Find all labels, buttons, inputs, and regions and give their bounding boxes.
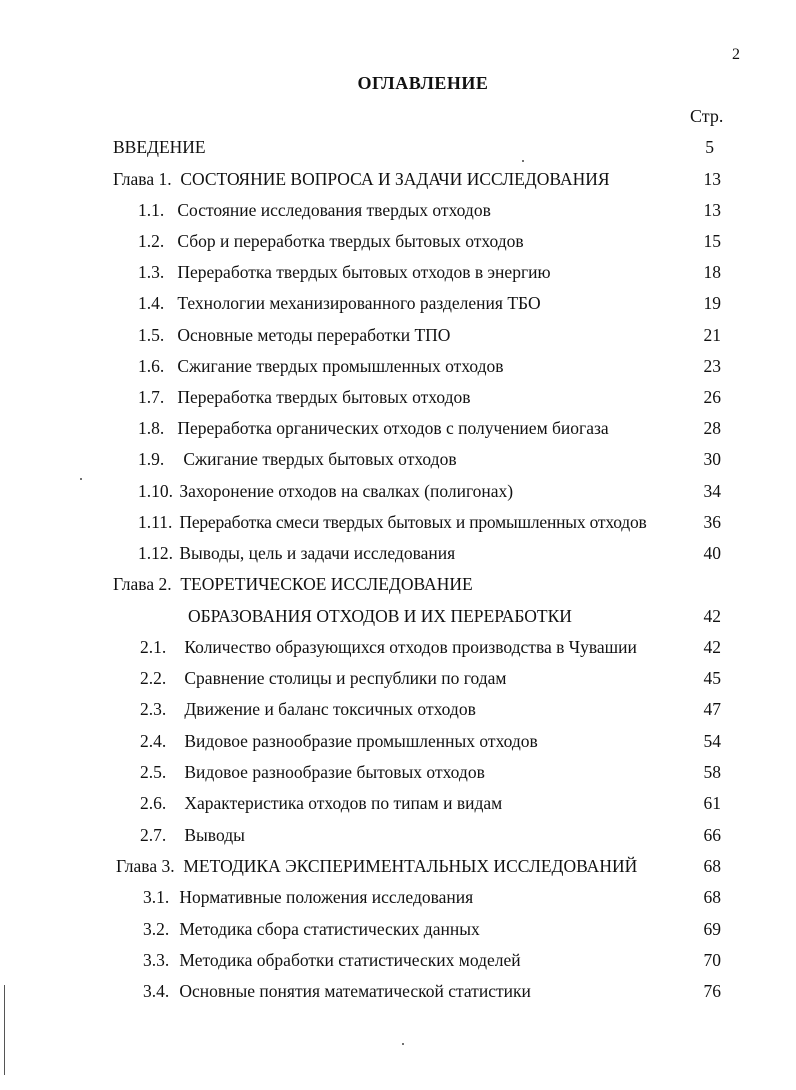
toc-entry-1-11 bbox=[138, 509, 647, 535]
toc-entry-label: Состояние исследования твердых отходов bbox=[177, 200, 491, 220]
toc-entry-chapter-1 bbox=[113, 166, 610, 192]
toc-entry-2-3 bbox=[140, 696, 476, 722]
toc-entry-number: 2.2. bbox=[140, 668, 167, 688]
toc-entry-3-4 bbox=[143, 978, 531, 1004]
toc-entry-label: Выводы, цель и задачи исследования bbox=[179, 543, 456, 563]
toc-entry-1-8 bbox=[138, 415, 609, 441]
toc-entry-page: 40 bbox=[703, 543, 721, 563]
toc-entry-label: ОБРАЗОВАНИЯ ОТХОДОВ И ИХ ПЕРЕРАБОТКИ bbox=[188, 606, 572, 626]
toc-entry-number: 2.3. bbox=[140, 699, 167, 719]
toc-entry-page: 58 bbox=[703, 762, 721, 782]
toc-entry-page: 13 bbox=[703, 200, 721, 220]
toc-entry-label: Количество образующихся отходов производства в Чувашии bbox=[184, 637, 637, 657]
scan-speck bbox=[402, 1043, 404, 1045]
toc-entry-page: 42 bbox=[703, 606, 721, 626]
toc-entry-label: Методика обработки статистических моделей bbox=[179, 950, 521, 970]
toc-entry-page: 45 bbox=[703, 668, 721, 688]
toc-entry-page: 15 bbox=[703, 231, 721, 251]
toc-entry-label: ВВЕДЕНИЕ bbox=[113, 137, 206, 157]
toc-entry-number: 2.1. bbox=[140, 637, 167, 657]
toc-entry-number: 3.2. bbox=[143, 919, 170, 939]
toc-entry-label: Переработка твердых бытовых отходов bbox=[177, 387, 471, 407]
toc-entry-label: Характеристика отходов по типам и видам bbox=[184, 793, 503, 813]
toc-entry-label: Методика сбора статистических данных bbox=[179, 919, 480, 939]
toc-entry-page: 47 bbox=[703, 699, 721, 719]
toc-entry-number: 1.5. bbox=[138, 325, 165, 345]
toc-entry-label: Видовое разнообразие промышленных отходов bbox=[184, 731, 538, 751]
scan-edge-mark bbox=[4, 985, 5, 1075]
toc-entry-2-1 bbox=[140, 634, 637, 660]
toc-entry-label: СОСТОЯНИЕ ВОПРОСА И ЗАДАЧИ ИССЛЕДОВАНИЯ bbox=[180, 169, 610, 189]
toc-entry-1-4 bbox=[138, 290, 541, 316]
toc-title: ОГЛАВЛЕНИЕ bbox=[357, 73, 489, 93]
toc-entry-number: 1.3. bbox=[138, 262, 165, 282]
toc-entry-number: Глава 3. bbox=[116, 856, 175, 876]
toc-entry-3-3 bbox=[143, 947, 521, 973]
toc-entry-1-1 bbox=[138, 197, 491, 223]
toc-entry-page: 30 bbox=[703, 449, 721, 469]
toc-entry-number: Глава 2. bbox=[113, 574, 172, 594]
page-number: 2 bbox=[732, 46, 740, 63]
toc-entry-number: 2.7. bbox=[140, 825, 167, 845]
toc-entry-1-10 bbox=[138, 478, 513, 504]
toc-entry-1-7 bbox=[138, 384, 471, 410]
toc-entry-label: Сжигание твердых бытовых отходов bbox=[183, 449, 457, 469]
toc-entry-number: 1.8. bbox=[138, 418, 165, 438]
toc-entry-page: 19 bbox=[703, 293, 721, 313]
toc-entry-page: 68 bbox=[703, 856, 721, 876]
toc-entry-number: 3.3. bbox=[143, 950, 170, 970]
toc-entry-1-6 bbox=[138, 353, 504, 379]
toc-entry-label: Технологии механизированного разделения ТБО bbox=[177, 293, 541, 313]
toc-entry-page: 26 bbox=[703, 387, 721, 407]
toc-entry-page: 34 bbox=[703, 481, 721, 501]
toc-entry-label: Переработка твердых бытовых отходов в энергию bbox=[177, 262, 551, 282]
toc-entry-label: Видовое разнообразие бытовых отходов bbox=[184, 762, 485, 782]
toc-entry-page: 70 bbox=[703, 950, 721, 970]
toc-entry-label: Нормативные положения исследования bbox=[179, 887, 474, 907]
toc-entry-page: 68 bbox=[703, 887, 721, 907]
toc-entry-number: 2.6. bbox=[140, 793, 167, 813]
toc-entry-label: Сбор и переработка твердых бытовых отходов bbox=[177, 231, 524, 251]
toc-entry-2-2 bbox=[140, 665, 507, 691]
toc-entry-label: Переработка органических отходов с получением биогаза bbox=[177, 418, 609, 438]
toc-entry-number: 1.12. bbox=[138, 543, 173, 563]
toc-entry-label: Выводы bbox=[184, 825, 245, 845]
toc-entry-1-3 bbox=[138, 259, 551, 285]
toc-entry-page: 36 bbox=[703, 512, 721, 532]
toc-entry-number: 1.2. bbox=[138, 231, 165, 251]
toc-entry-2-6 bbox=[140, 790, 502, 816]
toc-entry-number: 1.7. bbox=[138, 387, 165, 407]
toc-entry-number: 1.11. bbox=[138, 512, 173, 532]
toc-entry-3-2 bbox=[143, 916, 480, 942]
toc-entry-label: МЕТОДИКА ЭКСПЕРИМЕНТАЛЬНЫХ ИССЛЕДОВАНИЙ bbox=[183, 856, 638, 876]
toc-entry-2-7 bbox=[140, 822, 245, 848]
toc-entry-label: Основные методы переработки ТПО bbox=[177, 325, 451, 345]
toc-entry-2-4 bbox=[140, 728, 538, 754]
toc-entry-page: 28 bbox=[703, 418, 721, 438]
toc-entry-1-12 bbox=[138, 540, 455, 566]
toc-entry-chapter-3 bbox=[116, 853, 637, 879]
toc-entry-1-5 bbox=[138, 322, 450, 348]
toc-entry-number: 1.9. bbox=[138, 449, 165, 469]
toc-entry-number: 1.4. bbox=[138, 293, 165, 313]
toc-entry-label: ТЕОРЕТИЧЕСКОЕ ИССЛЕДОВАНИЕ bbox=[180, 574, 473, 594]
toc-entry-number: 2.5. bbox=[140, 762, 167, 782]
toc-entry-page: 23 bbox=[703, 356, 721, 376]
toc-entry-page: 5 bbox=[705, 137, 714, 157]
page-column-header: Стр. bbox=[690, 106, 724, 126]
toc-entry-chapter-2-continued bbox=[188, 603, 572, 629]
toc-entry-number: 1.10. bbox=[138, 481, 173, 501]
toc-entry-page: 66 bbox=[703, 825, 721, 845]
toc-entry-page: 21 bbox=[703, 325, 721, 345]
toc-entry-number: 3.1. bbox=[143, 887, 170, 907]
toc-entry-label: Захоронение отходов на свалках (полигонах) bbox=[179, 481, 514, 501]
toc-entry-chapter-2 bbox=[113, 571, 473, 597]
toc-entry-label: Движение и баланс токсичных отходов bbox=[184, 699, 476, 719]
toc-entry-1-2 bbox=[138, 228, 524, 254]
toc-entry-page: 54 bbox=[703, 731, 721, 751]
toc-entry-number: 2.4. bbox=[140, 731, 167, 751]
scan-speck bbox=[522, 160, 524, 162]
toc-entry-page: 42 bbox=[703, 637, 721, 657]
toc-entry-page: 76 bbox=[703, 981, 721, 1001]
toc-entry-page: 69 bbox=[703, 919, 721, 939]
toc-entry-page: 18 bbox=[703, 262, 721, 282]
toc-entry-number: 1.6. bbox=[138, 356, 165, 376]
toc-entry-label: Сжигание твердых промышленных отходов bbox=[177, 356, 504, 376]
toc-entry-number: 3.4. bbox=[143, 981, 170, 1001]
toc-entry-label: Переработка смеси твердых бытовых и промышленных отходов bbox=[179, 512, 647, 532]
toc-entry-2-5 bbox=[140, 759, 485, 785]
toc-entry-label: Сравнение столицы и республики по годам bbox=[184, 668, 507, 688]
toc-entry-label: Основные понятия математической статистики bbox=[179, 981, 531, 1001]
toc-entry-page: 61 bbox=[703, 793, 721, 813]
toc-entry-3-1 bbox=[143, 884, 473, 910]
toc-entry-number: Глава 1. bbox=[113, 169, 172, 189]
toc-entry-number: 1.1. bbox=[138, 200, 165, 220]
scan-speck bbox=[80, 478, 82, 480]
toc-entry-1-9 bbox=[138, 446, 457, 472]
toc-entry-page: 13 bbox=[703, 169, 721, 189]
toc-entry-introduction bbox=[113, 134, 206, 160]
